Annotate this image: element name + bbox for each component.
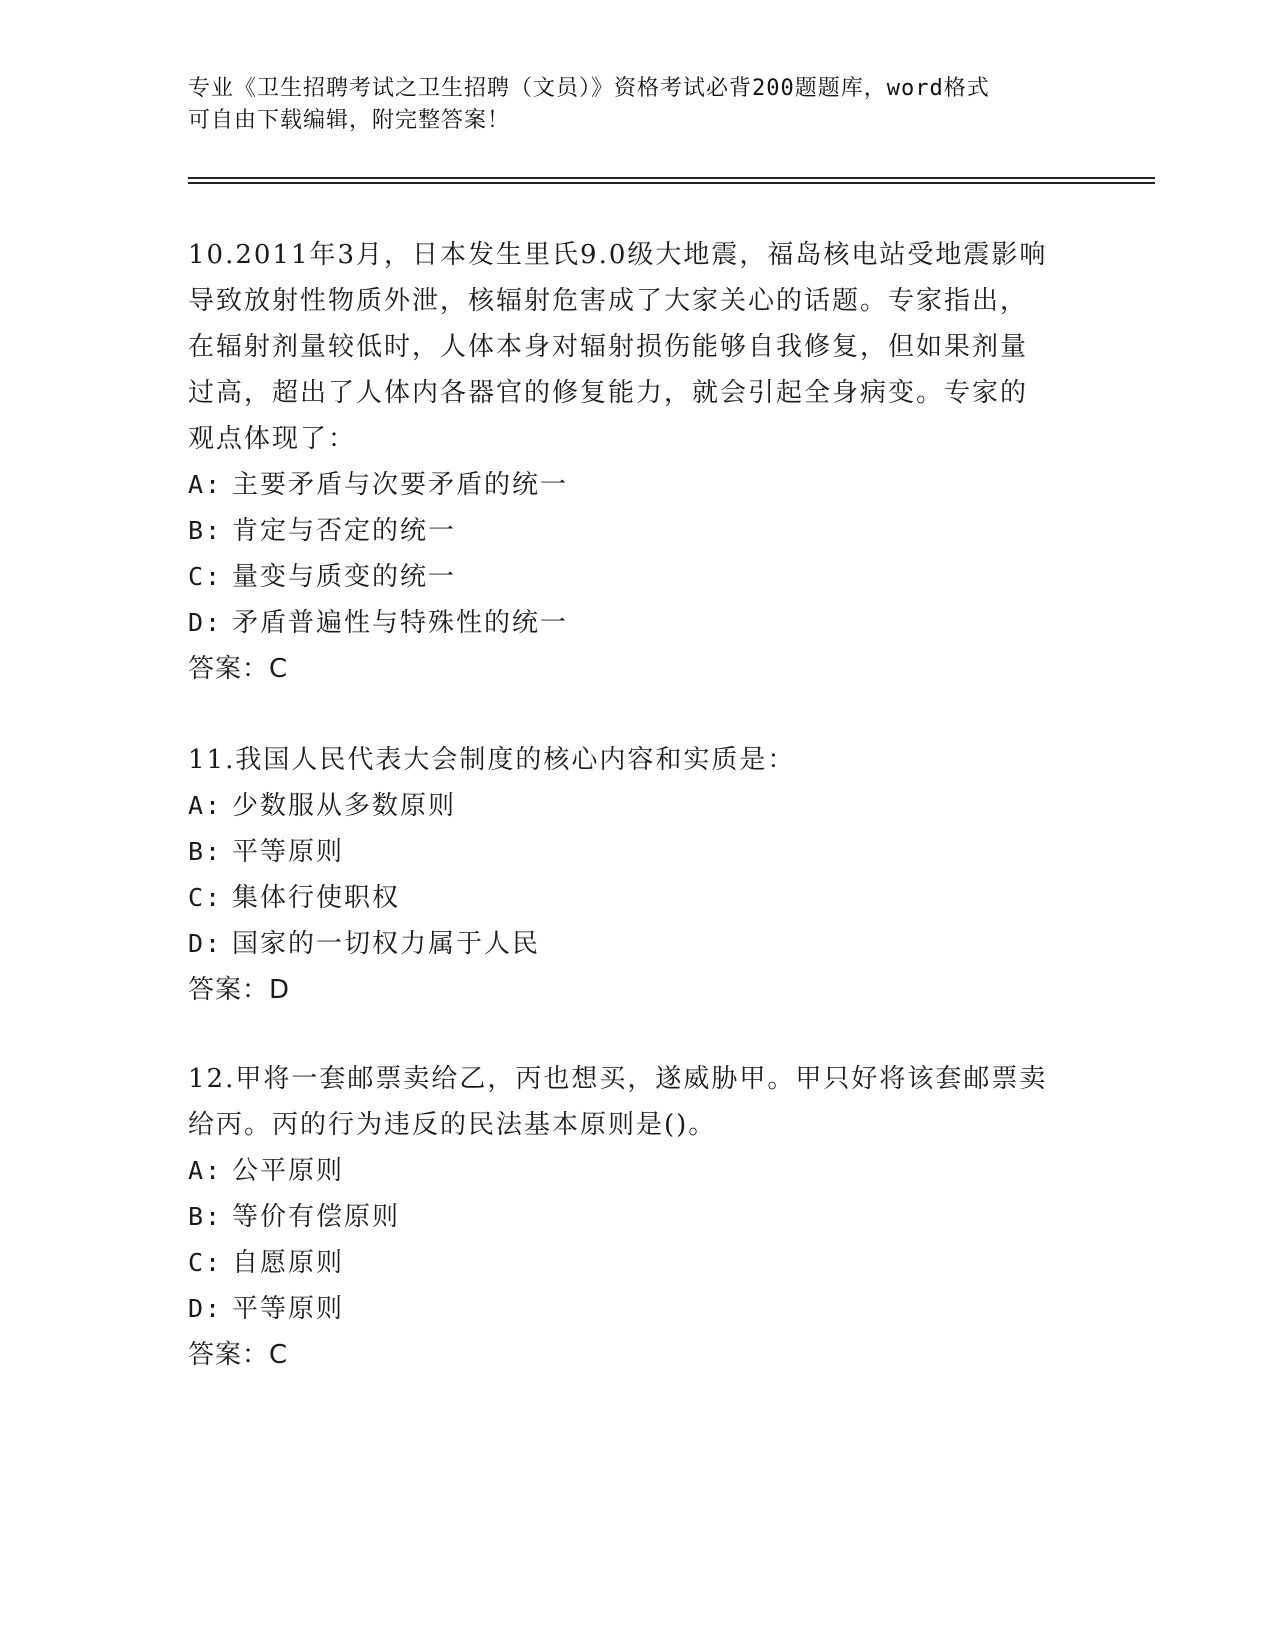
question-stem-line: 观点体现了： bbox=[188, 424, 357, 454]
question-stem-line: 导致放射性物质外泄，核辐射危害成了大家关心的话题。专家指出， bbox=[188, 286, 1029, 316]
option-b bbox=[188, 1194, 1088, 1240]
option-letter: A: bbox=[188, 470, 223, 499]
option-c bbox=[188, 554, 1088, 600]
option-letter: C: bbox=[188, 883, 223, 912]
divider-line-bottom bbox=[188, 182, 1155, 184]
option-d bbox=[188, 600, 1088, 646]
option-text: 少数服从多数原则 bbox=[232, 791, 457, 821]
header-title-line-1: 专业《卫生招聘考试之卫生招聘（文员）》资格考试必背200题题库，word格式 bbox=[188, 76, 990, 101]
option-letter: B: bbox=[188, 516, 223, 545]
question-12 bbox=[188, 1056, 1088, 1378]
question-stem-line: 11.我国人民代表大会制度的核心内容和实质是： bbox=[188, 745, 796, 775]
question-stem-line: 给丙。丙的行为违反的民法基本原则是()。 bbox=[188, 1110, 717, 1140]
answer-line: 答案：D bbox=[188, 975, 291, 1005]
question-stem-line: 12.甲将一套邮票卖给乙，丙也想买，遂威胁甲。甲只好将该套邮票卖 bbox=[188, 1064, 1048, 1094]
option-a bbox=[188, 462, 1088, 508]
option-d bbox=[188, 921, 1088, 967]
option-text: 等价有偿原则 bbox=[232, 1202, 401, 1232]
document-header bbox=[188, 73, 1088, 137]
option-text: 肯定与否定的统一 bbox=[232, 516, 457, 546]
option-text: 量变与质变的统一 bbox=[232, 562, 457, 592]
option-c bbox=[188, 1240, 1088, 1286]
option-c bbox=[188, 875, 1088, 921]
question-stem-line: 过高，超出了人体内各器官的修复能力，就会引起全身病变。专家的 bbox=[188, 378, 1029, 408]
option-letter: D: bbox=[188, 608, 223, 637]
option-letter: D: bbox=[188, 1294, 223, 1323]
header-divider bbox=[188, 177, 1155, 183]
option-letter: B: bbox=[188, 1202, 223, 1231]
question-stem-line: 在辐射剂量较低时，人体本身对辐射损伤能够自我修复，但如果剂量 bbox=[188, 332, 1029, 362]
option-text: 主要矛盾与次要矛盾的统一 bbox=[232, 470, 569, 500]
option-text: 国家的一切权力属于人民 bbox=[232, 929, 541, 959]
option-b bbox=[188, 829, 1088, 875]
option-letter: B: bbox=[188, 837, 223, 866]
question-stem-line: 10.2011年3月，日本发生里氏9.0级大地震，福岛核电站受地震影响 bbox=[188, 240, 1048, 270]
option-a bbox=[188, 783, 1088, 829]
option-text: 集体行使职权 bbox=[232, 883, 401, 913]
question-11 bbox=[188, 737, 1088, 1013]
option-letter: C: bbox=[188, 1248, 223, 1277]
option-d bbox=[188, 1286, 1088, 1332]
option-letter: A: bbox=[188, 791, 223, 820]
option-letter: D: bbox=[188, 929, 223, 958]
option-letter: A: bbox=[188, 1156, 223, 1185]
answer-line: 答案：C bbox=[188, 654, 289, 684]
option-text: 平等原则 bbox=[232, 1294, 345, 1324]
divider-line-top bbox=[188, 177, 1155, 179]
option-text: 矛盾普遍性与特殊性的统一 bbox=[232, 608, 569, 638]
question-10 bbox=[188, 232, 1088, 692]
option-a bbox=[188, 1148, 1088, 1194]
header-title-line-2: 可自由下载编辑，附完整答案！ bbox=[188, 108, 511, 133]
option-letter: C: bbox=[188, 562, 223, 591]
option-text: 自愿原则 bbox=[232, 1248, 345, 1278]
option-text: 平等原则 bbox=[232, 837, 345, 867]
answer-line: 答案：C bbox=[188, 1340, 289, 1370]
option-text: 公平原则 bbox=[232, 1156, 345, 1186]
option-b bbox=[188, 508, 1088, 554]
